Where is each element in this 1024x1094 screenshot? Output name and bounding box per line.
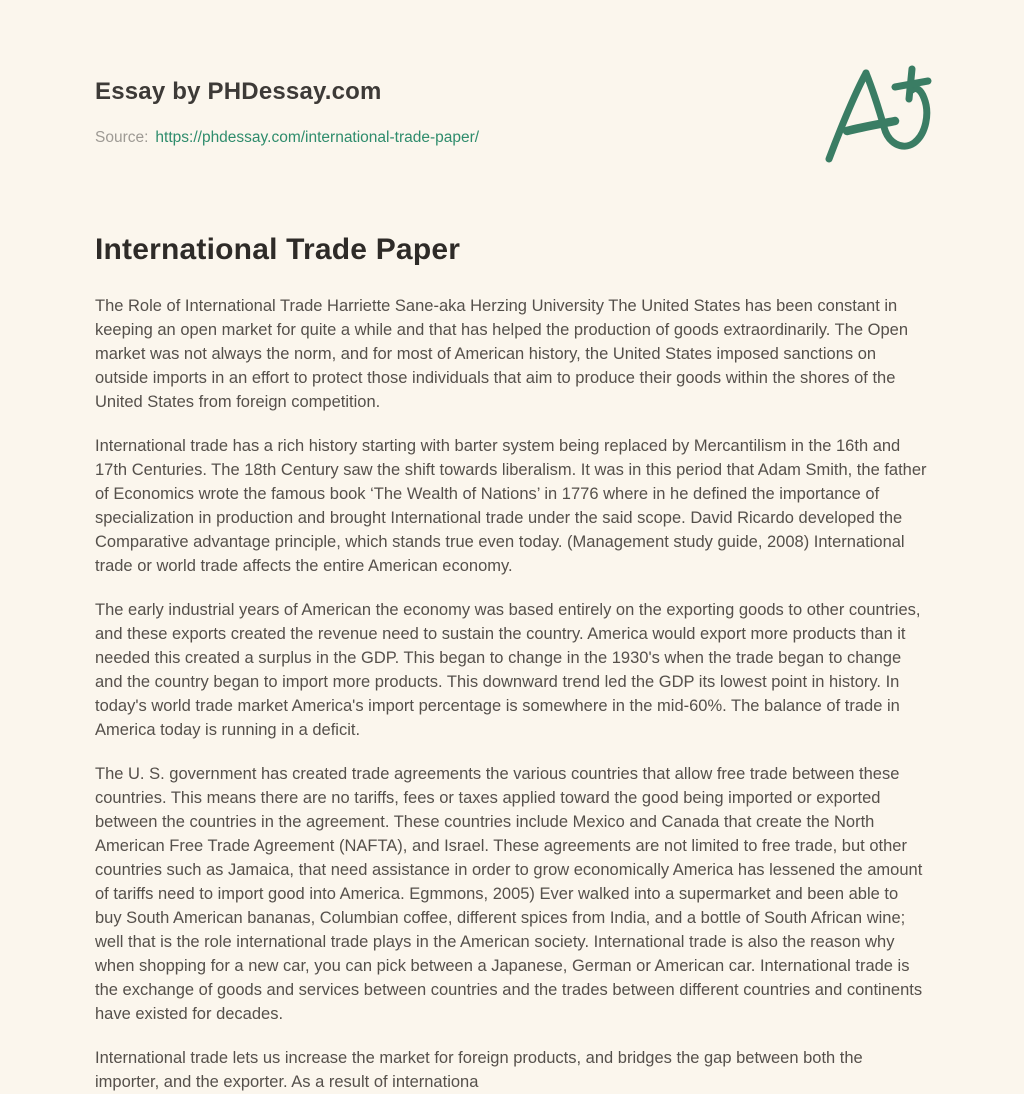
site-title: Essay by PHDessay.com bbox=[95, 78, 382, 105]
essay-paragraph-2: International trade has a rich history starting with barter system being replaced by Mercantilism in the 16th and 17th Centuries. The 18th Century saw the shift towards liberalism. It was in this period that Adam Smith, the father of Economics wrote the famous book ‘The Wealth of Nations’ in 1776 where in he defined the importance of specialization in production and brought International trade under the said scope. David Ricardo developed the Comparative advantage principle, which stands true even today. (Management study guide, 2008) International trade or world trade affects the entire American economy. bbox=[95, 437, 927, 575]
essay-paragraph-5: International trade lets us increase the market for foreign products, and bridges the gap between both the importer, and the exporter. As a result of internationa bbox=[95, 1049, 863, 1091]
essay-title: International Trade Paper bbox=[95, 233, 461, 266]
a-plus-logo-icon bbox=[822, 62, 934, 168]
source-link[interactable]: https://phdessay.com/international-trade-paper/ bbox=[155, 129, 480, 146]
page-header bbox=[95, 78, 929, 147]
source-label: Source: bbox=[95, 129, 149, 146]
essay-paragraph-1: The Role of International Trade Harriette Sane-aka Herzing University The United States has been constant in keeping an open market for quite a while and that has helped the production of goods extraordinarily. The Open market was not always the norm, and for most of American history, the United States imposed sanctions on outside imports in an effort to protect those individuals that aim to produce their goods within the shores of the United States from foreign competition. bbox=[95, 297, 909, 411]
source-row bbox=[95, 128, 929, 147]
essay-paragraph-3: The early industrial years of American the economy was based entirely on the exporting goods to other countries, and these exports created the revenue need to sustain the country. America would export more products than it needed this created a surplus in the GDP. This began to change in the 1930's when the trade began to change and the country began to import more products. This downward trend led the GDP its lowest point in history. In today's world trade market America's import percentage is somewhere in the mid-60%. The balance of trade in America today is running in a deficit. bbox=[95, 601, 921, 739]
essay-paragraph-4: The U. S. government has created trade agreements the various countries that allow free trade between these countries. This means there are no tariffs, fees or taxes applied toward the good being imported or exported between the countries in the agreement. These countries include Mexico and Canada that create the North American Free Trade Agreement (NAFTA), and Israel. These agreements are not limited to free trade, but other countries such as Jamaica, that need assistance in order to grow economically America has lessened the amount of tariffs need to import good into America. Egmmons, 2005) Ever walked into a supermarket and been able to buy South American bananas, Columbian coffee, different spices from India, and a bottle of South African wine; well that is the role international trade plays in the American society. International trade is also the reason why when shopping for a new car, you can pick between a Japanese, German or American car. International trade is the exchange of goods and services between countries and the trades between different countries and continents have existed for decades. bbox=[95, 765, 923, 1023]
essay-content bbox=[95, 233, 929, 1094]
